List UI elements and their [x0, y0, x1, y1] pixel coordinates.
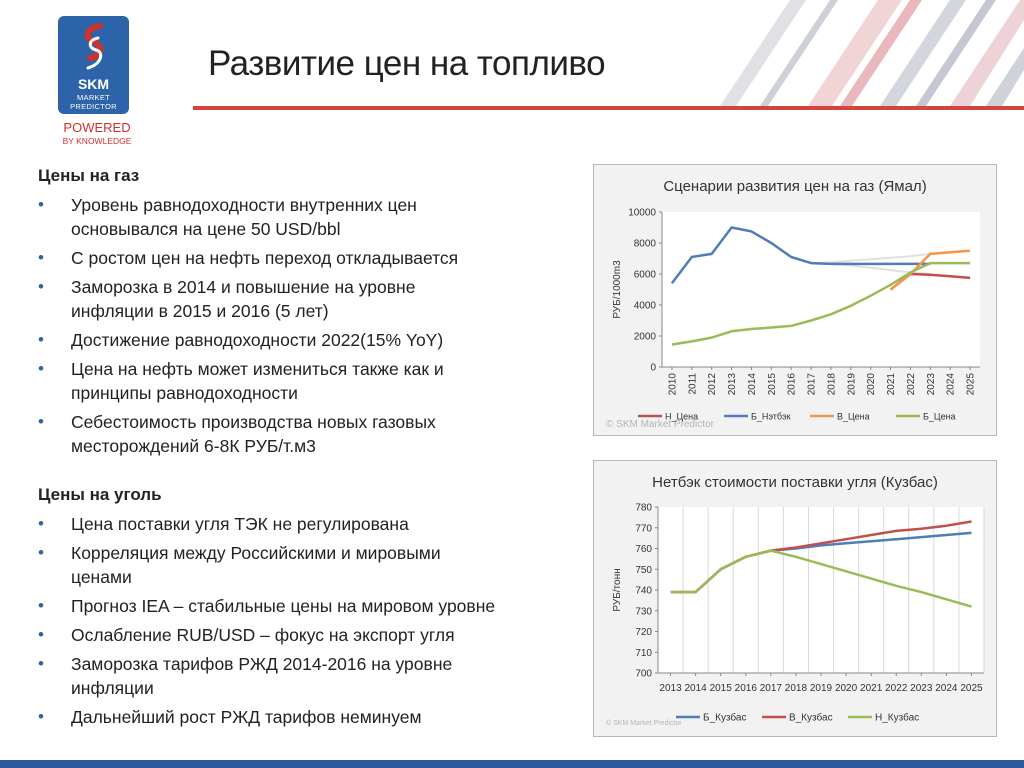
y-tick-label: 6000: [633, 269, 656, 281]
legend-label: В_Цена: [837, 411, 870, 422]
gas-chart-title: Сценарии развития цен на газ (Ямал): [663, 178, 927, 195]
title-underline: [193, 106, 1024, 110]
y-tick-label: 760: [635, 544, 652, 555]
coal-bullet-text: [71, 623, 571, 647]
bullet-line: инфляции: [71, 678, 154, 698]
bullet-dot-icon: •: [38, 514, 44, 533]
coal-chart-title: Нетбэк стоимости поставки угля (Кузбас): [652, 474, 938, 491]
y-tick-label: 730: [635, 606, 652, 618]
bullet-line: С ростом цен на нефть переход откладывается: [71, 248, 459, 268]
bullet-line: Достижение равнодоходности 2022(15% YoY): [71, 330, 444, 350]
legend-label: Б_Нэтбэк: [751, 411, 791, 422]
logo-line2: PREDICTOR: [70, 102, 117, 111]
logo-name: SKM: [77, 76, 110, 92]
y-tick-label: 780: [635, 502, 652, 514]
y-axis-label: РУБ/1000m3: [612, 260, 623, 319]
y-tick-label: 4000: [633, 300, 656, 312]
gas-bullet-text: [71, 193, 571, 241]
x-tick-label: 2024: [935, 683, 958, 694]
bullet-dot-icon: •: [38, 543, 44, 562]
bullet-dot-icon: •: [38, 195, 44, 214]
logo-line1: MARKET: [76, 93, 111, 102]
gas-bullet: [38, 357, 568, 405]
bullet-line: Ослабление RUB/USD – фокус на экспорт угля: [71, 625, 455, 645]
gas-chart-panel: [593, 164, 997, 436]
bullet-dot-icon: •: [38, 330, 44, 349]
coal-bullet: [38, 594, 568, 618]
coal-bullet-text: [71, 705, 571, 729]
x-tick-label: 2016: [734, 683, 757, 694]
logo-powered: POWERED: [63, 120, 131, 135]
bullet-dot-icon: •: [38, 707, 44, 726]
coal-bullet: [38, 541, 568, 589]
bullet-dot-icon: •: [38, 248, 44, 267]
x-tick-label: 2017: [806, 373, 818, 396]
y-tick-label: 10000: [628, 207, 656, 219]
bullet-line: Дальнейший рост РЖД тарифов неминуем: [71, 707, 422, 727]
coal-bullet: [38, 705, 568, 729]
page-title: Развитие цен на топливо: [208, 44, 606, 83]
bullet-line: ценами: [71, 567, 132, 587]
x-tick-label: 2013: [659, 683, 682, 694]
gas-bullet-text: [71, 410, 571, 458]
coal-bullet-text: [71, 541, 571, 589]
plot-area: [662, 212, 980, 367]
bullet-line: Корреляция между Российскими и мировыми: [71, 543, 441, 563]
bullet-dot-icon: •: [38, 625, 44, 644]
bullet-dot-icon: •: [38, 596, 44, 615]
bullet-line: Уровень равнодоходности внутренних цен: [71, 195, 417, 215]
x-tick-label: 2011: [687, 373, 699, 395]
coal-bullet: [38, 512, 568, 536]
gas-chart: [594, 165, 996, 435]
plot-area: [658, 507, 984, 673]
y-tick-label: 0: [650, 362, 656, 374]
bullet-line: Заморозка тарифов РЖД 2014-2016 на уровне: [71, 654, 453, 674]
gas-bullet-text: [71, 328, 571, 352]
watermark: © SKM Market Predictor: [606, 720, 682, 727]
x-tick-label: 2015: [766, 373, 778, 396]
coal-bullet: [38, 623, 568, 647]
y-tick-label: 720: [635, 627, 652, 638]
bullet-line: Цена на нефть может измениться также как и: [71, 359, 444, 379]
bullet-line: Прогноз IEA – стабильные цены на мировом уровне: [71, 596, 496, 616]
bullet-line: месторождений 6-8К РУБ/т.м3: [71, 436, 316, 456]
x-tick-label: 2024: [945, 373, 957, 396]
legend-label: В_Кузбас: [789, 712, 833, 724]
y-tick-label: 710: [635, 647, 652, 659]
y-tick-label: 8000: [633, 238, 656, 250]
x-tick-label: 2020: [834, 683, 858, 694]
x-tick-label: 2010: [667, 373, 679, 396]
logo-swirl-icon: [78, 22, 110, 74]
logo-by-knowledge: BY KNOWLEDGE: [62, 136, 132, 146]
y-axis-label: РУБ/тонн: [612, 568, 623, 612]
x-tick-label: 2017: [759, 683, 782, 694]
x-tick-label: 2013: [727, 373, 739, 396]
gas-bullet: [38, 328, 568, 352]
coal-bullet: [38, 652, 568, 700]
x-tick-label: 2014: [684, 683, 707, 694]
y-tick-label: 750: [635, 564, 652, 576]
x-tick-label: 2020: [866, 373, 878, 396]
bullet-line: принципы равнодоходности: [71, 383, 298, 403]
x-tick-label: 2023: [910, 683, 933, 694]
x-tick-label: 2014: [746, 373, 758, 396]
x-tick-label: 2021: [886, 373, 898, 396]
x-tick-label: 2016: [786, 373, 798, 396]
bullet-line: Заморозка в 2014 и повышение на уровне: [71, 277, 416, 297]
x-tick-label: 2025: [965, 373, 977, 396]
skm-logo: [58, 16, 129, 114]
legend-label: Б_Цена: [923, 411, 956, 422]
gas-heading: Цены на газ: [38, 166, 140, 185]
x-tick-label: 2015: [709, 683, 732, 694]
gas-bullet: [38, 275, 568, 323]
footer-bar: [0, 760, 1024, 768]
x-tick-label: 2019: [809, 683, 833, 694]
gas-bullet: [38, 246, 568, 270]
gas-bullet-text: [71, 275, 571, 323]
y-tick-label: 2000: [633, 331, 656, 343]
x-tick-label: 2021: [860, 683, 883, 694]
coal-bullet-text: [71, 652, 571, 700]
coal-bullet-text: [71, 594, 571, 618]
x-tick-label: 2025: [960, 683, 983, 694]
legend-label: Н_Кузбас: [875, 712, 920, 724]
coal-chart-panel: [593, 460, 997, 737]
y-tick-label: 740: [635, 585, 652, 597]
x-tick-label: 2018: [784, 683, 808, 694]
bullet-dot-icon: •: [38, 412, 44, 431]
x-tick-label: 2022: [885, 683, 908, 694]
coal-heading: Цены на уголь: [38, 485, 162, 504]
gas-bullet-text: [71, 246, 571, 270]
legend-label: Б_Кузбас: [703, 712, 747, 724]
y-tick-label: 700: [635, 668, 652, 680]
x-tick-label: 2019: [846, 373, 858, 396]
x-tick-label: 2018: [826, 373, 838, 396]
coal-chart: [594, 461, 996, 736]
bullet-line: Себестоимость производства новых газовых: [71, 412, 436, 432]
gas-bullet: [38, 193, 568, 241]
bullet-dot-icon: •: [38, 654, 44, 673]
x-tick-label: 2023: [925, 373, 937, 396]
gas-bullet-text: [71, 357, 571, 405]
bullet-line: основывался на цене 50 USD/bbl: [71, 219, 341, 239]
header-decoration: [690, 0, 1024, 106]
x-tick-label: 2022: [905, 373, 917, 396]
bullet-dot-icon: •: [38, 277, 44, 296]
y-tick-label: 770: [635, 523, 652, 535]
gas-bullet: [38, 410, 568, 458]
bullet-dot-icon: •: [38, 359, 44, 378]
bullet-line: Цена поставки угля ТЭК не регулирована: [71, 514, 409, 534]
coal-bullet-text: [71, 512, 571, 536]
legend-label: Н_Цена: [665, 411, 699, 422]
watermark: © SKM Market Predictor: [606, 419, 714, 430]
x-tick-label: 2012: [707, 373, 719, 396]
bullet-line: инфляции в 2015 и 2016 (5 лет): [71, 301, 329, 321]
